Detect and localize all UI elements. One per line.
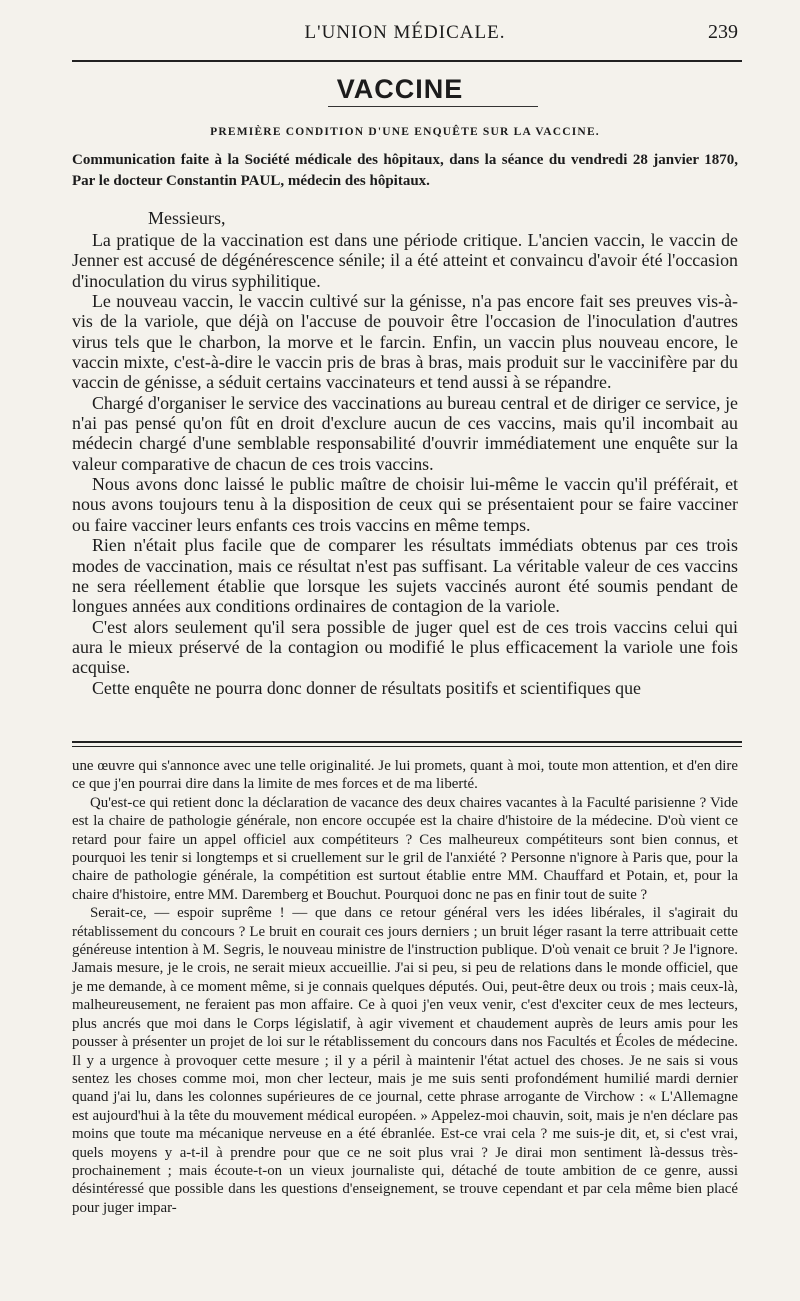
feuilleton-text	[72, 757, 738, 1217]
body-paragraph: C'est alors seulement qu'il sera possible de juger quel est de ces trois vaccins celui qui aura le mieux préservé de la contagion ou modifié le plus efficacement la variole une fois acquise.	[72, 616, 738, 678]
body-paragraph: Chargé d'organiser le service des vaccinations au bureau central et de diriger ce service, je n'ai pas pensé qu'on fût en droit d'exclure aucun de ces vaccins, mais qu'il incombait au médecin chargé d'une semblable responsabilité d'ouvrir immédiatement une enquête sur la valeur comparative de chacun de ces trois vaccins.	[72, 392, 738, 474]
body-paragraph: La pratique de la vaccination est dans une période critique. L'ancien vaccin, le vaccin de Jenner est accusé de dégénérescence sénile; il a été atteint et convaincu d'avoir été l'occasion d'inoculation du virus syphilitique.	[72, 230, 738, 291]
feuilleton-paragraph: une œuvre qui s'annonce avec une telle originalité. Je lui promets, quant à moi, toute mon attention, et d'en dire ce que j'en pourrai dire dans la limite de mes forces et de ma liberté.	[72, 758, 738, 793]
feuilleton-paragraph: Qu'est-ce qui retient donc la déclaration de vacance des deux chaires vacantes à la Faculté parisienne ? Vide est la chaire de pathologie générale, non encore occupée est la chaire d'histoire de la médecine. D'où vient ce retard pour faire un appel officiel aux compétiteurs ? Ces malheureux compétiteurs sont bien connus, et pourquoi les tenir si longtemps et si cruellement sur le gril de l'anxiété ? Personne n'ignore à Paris que, pour la chaire de pathologie générale, la compétition est surtout établie entre MM. Chauffard et Potain, et, pour la chaire d'histoire, entre MM. Daremberg et Bouchut. Pourquoi donc ne pas en finir tout de suite ?	[72, 794, 738, 903]
title-rule	[328, 106, 538, 107]
body-paragraph: Nous avons donc laissé le public maître de choisir lui-même le vaccin qu'il préférait, et nous avons toujours tenu à la disposition de ceux qui se présentaient pour se faire vacciner ou faire vacciner leurs enfants ces trois vaccins en même temps.	[72, 474, 738, 535]
section-divider	[72, 741, 742, 743]
page-number: 239	[708, 21, 738, 43]
body-paragraph: Cette enquête ne pourra donc donner de résultats positifs et scientifiques que	[92, 677, 641, 698]
article-subtitle: PREMIÈRE CONDITION D'UNE ENQUÊTE SUR LA VACCINE.	[210, 126, 600, 138]
section-divider-thin	[72, 746, 742, 747]
feuilleton-paragraph: Serait-ce, — espoir suprême ! — que dans ce retour général vers les idées libérales, il s'agirait du rétablissement du concours ? Le bruit en courait ces jours derniers ; un bruit léger rasant la terre attribuait cette généreuse intention à M. Segris, le nouveau ministre de l'instruction publique. D'où venait ce bruit ? Je l'ignore. Jamais mesure, je le crois, ne serait mieux accueillie. J'ai si peu, si peu de relations dans le monde officiel, que je me demande, à ce moment même, si je connais quelques députés. Oui, peut-être deux ou trois ; mais ceux-là, malheureusement, ne feraient pas mon affaire. Ce à quoi j'en veux venir, c'est d'exciter ceux de mes lecteurs, plus ancrés que moi dans le Corps législatif, à agir vivement et chaudement auprès de leurs amis pour les pousser à présenter un projet de loi sur le rétablissement du concours dans nos Facultés et Écoles de médecine. Il y a urgence à provoquer cette mesure ; il y a péril à maintenir l'état actuel des choses. Je ne sais si vous sentez les choses comme moi, mon cher lecteur, mais je me suis senti profondément humilié mardi dernier quand j'ai lu, dans les colonnes supérieures de ce journal, cette phrase arrogante de Virchow : « L'Allemagne est aujourd'hui à la tête du mouvement médical européen. » Appelez-moi chauvin, soit, mais je n'en déclare pas moins que toute ma mécanique nerveuse en a été ébranlée. Est-ce vrai cela ? me suis-je dit, et, si c'est vrai, quels moyens y a-t-il à prendre pour que ce ne soit plus vrai ? Je dirai mon sentiment là-dessus très-prochainement ; mais écoute-t-on un vieux journaliste qui, détaché de toute ambition de ce genre, aussi désintéressé que possible dans les questions d'enseignement, se trouve cependant et par cela même bien placé pour juger impar-	[72, 905, 738, 1216]
communication-note: Communication faite à la Société médicale des hôpitaux, dans la séance du vendredi 28 janvier 1870, Par le docteur Constantin PAUL, médecin des hôpitaux.	[72, 152, 738, 189]
page-header	[72, 18, 738, 48]
salutation: Messieurs,	[148, 208, 226, 228]
journal-title: L'UNION MÉDICALE.	[304, 22, 506, 43]
body-paragraph: Le nouveau vaccin, le vaccin cultivé sur la génisse, n'a pas encore fait ses preuves vis-à-vis de la variole, que déjà on l'accuse de pouvoir être l'occasion de l'inoculation d'autres virus tels que le charbon, la morve et le farcin. Enfin, un vaccin plus nouveau encore, le vaccin mixte, c'est-à-dire le vaccin pris de bras à bras, mais produit sur le vaccinifère par du vaccin de génisse, a séduit certains vaccinateurs et tend aussi à se répandre.	[72, 291, 738, 393]
article-body	[72, 230, 738, 698]
body-paragraph: Rien n'était plus facile que de comparer les résultats immédiats obtenus par ces trois modes de vaccination, mais ce résultat n'est pas suffisant. La véritable valeur de ces vaccins ne sera réellement établie que lorsque les sujets vaccinés auront été soumis pendant de longues années aux conditions ordinaires de contagion de la variole.	[72, 535, 738, 617]
article-title: VACCINE	[336, 74, 464, 104]
header-rule	[72, 60, 742, 62]
